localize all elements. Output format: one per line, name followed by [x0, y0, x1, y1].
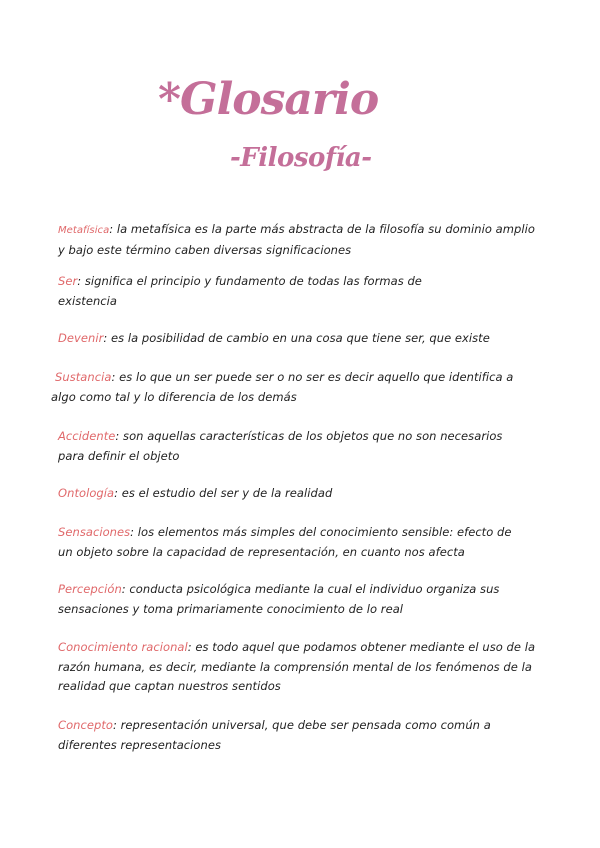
- term-label: Ontología: [58, 486, 115, 500]
- term-label: Percepción: [58, 582, 122, 596]
- glossary-entry-devenir: [58, 329, 538, 349]
- glossary-entry-sensaciones: [58, 523, 528, 562]
- page-subtitle: -Filosofía-: [230, 143, 372, 173]
- term-label: Sustancia: [55, 370, 112, 384]
- glossary-entry-metafisica: [58, 220, 538, 260]
- definition-text: : los elementos más simples del conocimiento sensible: efecto de un objeto sobre la capacidad de representación, en cuanto nos afecta: [58, 525, 512, 559]
- term-label: Concepto: [58, 718, 113, 732]
- term-label: Conocimiento racional: [58, 640, 188, 654]
- glossary-entry-concepto: [58, 716, 538, 755]
- glossary-entry-ser: [58, 272, 428, 311]
- glossary-entry-ontologia: [58, 484, 538, 504]
- term-label: Metafísica: [58, 225, 110, 236]
- definition-text: : significa el principio y fundamento de todas las formas de existencia: [58, 274, 422, 308]
- term-label: Sensaciones: [58, 525, 131, 539]
- glossary-entry-sustancia: [51, 368, 531, 407]
- definition-text: : es todo aquel que podamos obtener mediante el uso de la razón humana, es decir, mediante la comprensión mental de los fenómenos de la realidad que captan nuestros sentidos: [58, 640, 536, 693]
- term-label: Devenir: [58, 331, 104, 345]
- definition-text: : representación universal, que debe ser pensada como común a diferentes representaciones: [58, 718, 491, 752]
- definition-text: : es el estudio del ser y de la realidad: [114, 486, 333, 500]
- glossary-entry-percepcion: [58, 580, 548, 619]
- glossary-entry-accidente: [58, 427, 528, 466]
- definition-text: : son aquellas características de los objetos que no son necesarios para definir el objeto: [58, 429, 503, 463]
- definition-text: : conducta psicológica mediante la cual el individuo organiza sus sensaciones y toma primariamente conocimiento de lo real: [58, 582, 500, 616]
- term-label: Accidente: [58, 429, 116, 443]
- definition-text: : es la posibilidad de cambio en una cosa que tiene ser, que existe: [103, 331, 490, 345]
- definition-text: : es lo que un ser puede ser o no ser es decir aquello que identifica a algo como tal y lo diferencia de los demás: [51, 370, 514, 404]
- page-title: *Glosario: [158, 74, 379, 125]
- glossary-entry-conocimiento-racional: [58, 638, 548, 697]
- definition-text: : la metafísica es la parte más abstracta de la filosofía su dominio amplio y bajo este término caben diversas significaciones: [58, 222, 535, 257]
- term-label: Ser: [58, 274, 78, 288]
